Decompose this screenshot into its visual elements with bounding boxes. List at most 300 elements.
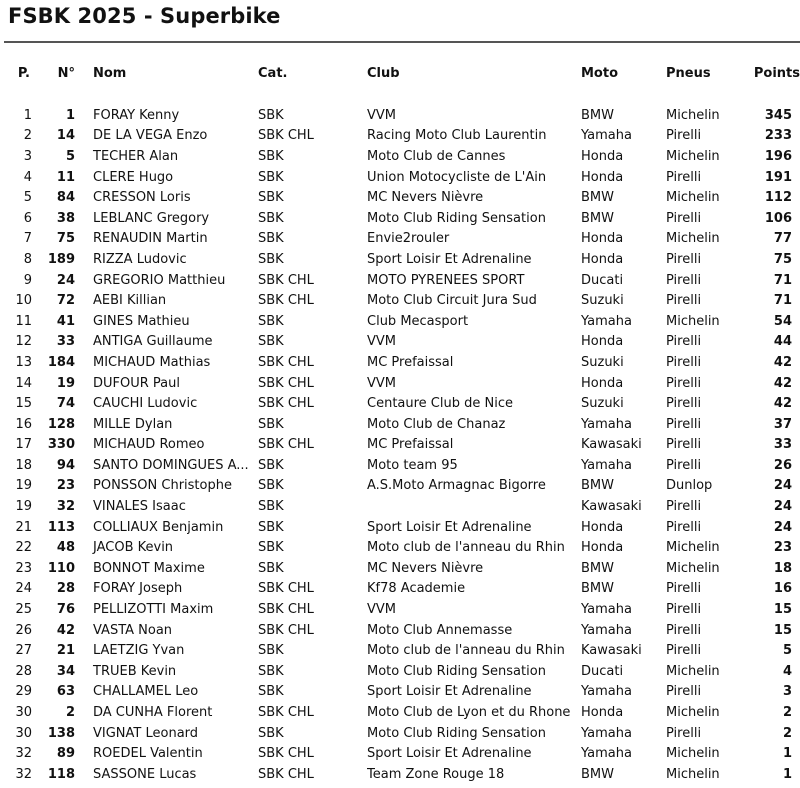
position-cell: 7 [23,231,32,247]
rider-name-cell: CAUCHI Ludovic [93,396,198,412]
tyres-cell: Pirelli [666,334,702,350]
moto-cell: Yamaha [581,602,632,618]
moto-cell: Honda [581,705,624,721]
table-row[interactable] [0,599,800,620]
club-cell: Moto team 95 [367,457,458,473]
number-cell: 21 [56,643,75,659]
club-cell: A.S.Moto Armagnac Bigorre [367,478,546,494]
table-row[interactable] [0,229,800,250]
number-cell: 113 [47,519,75,535]
category-cell: SBK [258,251,284,267]
category-cell: SBK [258,684,284,700]
number-cell: 38 [56,210,75,226]
position-cell: 9 [23,272,32,288]
number-cell: 34 [56,663,75,679]
club-cell: Envie2rouler [367,231,450,247]
col-header-club[interactable]: Club [367,65,400,81]
table-row[interactable] [0,393,800,414]
table-row[interactable] [0,270,800,291]
points-cell: 4 [782,663,792,679]
moto-cell: Kawasaki [581,437,642,453]
tyres-cell: Michelin [666,746,720,762]
points-cell: 42 [773,396,792,412]
club-cell: Moto Club Riding Sensation [367,663,546,679]
points-cell: 233 [764,128,792,144]
points-cell: 71 [773,272,792,288]
category-cell: SBK CHL [258,705,314,721]
points-cell: 15 [773,602,792,618]
table-row[interactable] [0,414,800,435]
rider-name-cell: ANTIGA Guillaume [93,334,213,350]
number-cell: 23 [56,478,75,494]
points-cell: 3 [782,684,792,700]
moto-cell: Honda [581,148,624,164]
category-cell: SBK CHL [258,581,314,597]
category-cell: SBK CHL [258,354,314,370]
club-cell: Union Motocycliste de L'Ain [367,169,547,185]
points-cell: 196 [764,148,792,164]
rider-name-cell: RIZZA Ludovic [93,251,187,267]
number-cell: 41 [56,313,75,329]
number-cell: 94 [56,457,75,473]
club-cell: Sport Loisir Et Adrenaline [367,519,532,535]
category-cell: SBK [258,540,284,556]
tyres-cell: Michelin [666,560,720,576]
tyres-cell: Pirelli [666,354,702,370]
position-cell: 12 [15,334,32,350]
rider-name-cell: MILLE Dylan [93,416,173,432]
moto-cell: Yamaha [581,457,632,473]
tyres-cell: Michelin [666,190,720,206]
points-cell: 2 [782,725,792,741]
club-cell: Kf78 Academie [367,581,466,597]
number-cell: 110 [47,560,75,576]
tyres-cell: Pirelli [666,684,702,700]
rider-name-cell: MICHAUD Mathias [93,354,211,370]
table-row[interactable] [0,146,800,167]
tyres-cell: Michelin [666,148,720,164]
points-cell: 16 [773,581,792,597]
points-cell: 54 [773,313,792,329]
category-cell: SBK CHL [258,293,314,309]
number-cell: 28 [56,581,75,597]
rider-name-cell: FORAY Joseph [93,581,183,597]
number-cell: 89 [56,746,75,762]
club-cell: Moto Club de Cannes [367,148,506,164]
tyres-cell: Michelin [666,107,720,123]
rider-name-cell: GINES Mathieu [93,313,190,329]
col-header-name[interactable]: Nom [93,65,127,81]
table-row[interactable] [0,640,800,661]
club-cell: Moto Club Annemasse [367,622,513,638]
category-cell: SBK CHL [258,375,314,391]
table-row[interactable] [0,702,800,723]
points-cell: 33 [773,437,792,453]
table-row[interactable] [0,476,800,497]
category-cell: SBK [258,107,284,123]
number-cell: 84 [56,190,75,206]
moto-cell: Ducati [581,272,624,288]
club-cell: Sport Loisir Et Adrenaline [367,251,532,267]
table-row[interactable] [0,496,800,517]
table-row[interactable] [0,187,800,208]
club-cell: Moto Club Riding Sensation [367,725,546,741]
category-cell: SBK [258,190,284,206]
category-cell: SBK [258,499,284,515]
moto-cell: Honda [581,540,624,556]
club-cell: Moto Club Riding Sensation [367,210,546,226]
moto-cell: Suzuki [581,354,624,370]
club-cell: Team Zone Rouge 18 [367,766,505,782]
tyres-cell: Michelin [666,540,720,556]
points-cell: 15 [773,622,792,638]
tyres-cell: Pirelli [666,293,702,309]
number-cell: 72 [56,293,75,309]
moto-cell: Yamaha [581,416,632,432]
points-cell: 24 [773,478,792,494]
category-cell: SBK [258,519,284,535]
position-cell: 6 [23,210,32,226]
position-cell: 17 [15,437,32,453]
col-header-moto[interactable]: Moto [581,65,619,81]
position-cell: 15 [15,396,32,412]
club-cell: VVM [367,375,397,391]
moto-cell: Honda [581,375,624,391]
number-cell: 48 [56,540,75,556]
category-cell: SBK [258,643,284,659]
number-cell: 5 [65,148,75,164]
number-cell: 76 [56,602,75,618]
club-cell: MC Nevers Nièvre [367,560,484,576]
rider-name-cell: FORAY Kenny [93,107,180,123]
moto-cell: Kawasaki [581,643,642,659]
club-cell: VVM [367,602,397,618]
tyres-cell: Michelin [666,313,720,329]
position-cell: 18 [15,457,32,473]
col-header-number[interactable]: N° [57,65,75,81]
position-cell: 28 [15,663,32,679]
rider-name-cell: RENAUDIN Martin [93,231,208,247]
position-cell: 29 [15,684,32,700]
number-cell: 75 [56,231,75,247]
club-cell: MC Prefaissal [367,354,454,370]
moto-cell: Yamaha [581,313,632,329]
rider-name-cell: VINALES Isaac [93,499,186,515]
position-cell: 4 [23,169,32,185]
title-divider [4,41,800,43]
tyres-cell: Pirelli [666,375,702,391]
tyres-cell: Pirelli [666,725,702,741]
category-cell: SBK CHL [258,396,314,412]
club-cell: Moto Club Circuit Jura Sud [367,293,537,309]
category-cell: SBK [258,334,284,350]
rider-name-cell: DA CUNHA Florent [93,705,213,721]
table-row[interactable] [0,126,800,147]
position-cell: 11 [15,313,32,329]
tyres-cell: Pirelli [666,210,702,226]
club-cell: Racing Moto Club Laurentin [367,128,547,144]
category-cell: SBK [258,231,284,247]
moto-cell: Honda [581,169,624,185]
points-cell: 44 [773,334,792,350]
club-cell: VVM [367,107,397,123]
club-cell: Moto Club de Lyon et du Rhone [367,705,571,721]
points-cell: 42 [773,354,792,370]
points-cell: 1 [782,766,792,782]
category-cell: SBK [258,169,284,185]
tyres-cell: Pirelli [666,169,702,185]
club-cell: Moto club de l'anneau du Rhin [367,540,565,556]
category-cell: SBK CHL [258,602,314,618]
table-row[interactable] [0,290,800,311]
tyres-cell: Michelin [666,766,720,782]
points-cell: 75 [773,251,792,267]
category-cell: SBK CHL [258,766,314,782]
tyres-cell: Pirelli [666,499,702,515]
position-cell: 19 [15,499,32,515]
rider-name-cell: GREGORIO Matthieu [93,272,226,288]
table-row[interactable] [0,208,800,229]
moto-cell: BMW [581,560,614,576]
position-cell: 24 [15,581,32,597]
points-cell: 37 [773,416,792,432]
club-cell: Moto Club de Chanaz [367,416,506,432]
points-cell: 5 [782,643,792,659]
col-header-category[interactable]: Cat. [258,65,288,81]
tyres-cell: Pirelli [666,272,702,288]
category-cell: SBK [258,663,284,679]
rider-name-cell: BONNOT Maxime [93,560,205,576]
table-row[interactable] [0,558,800,579]
rider-name-cell: DUFOUR Paul [93,375,180,391]
header-spacer [0,85,800,105]
moto-cell: Suzuki [581,396,624,412]
position-cell: 32 [15,766,32,782]
position-cell: 21 [15,519,32,535]
number-cell: 184 [47,354,75,370]
table-row[interactable] [0,311,800,332]
number-cell: 128 [47,416,75,432]
club-cell [367,496,581,517]
table-row[interactable] [0,579,800,600]
moto-cell: Yamaha [581,725,632,741]
moto-cell: BMW [581,581,614,597]
moto-cell: Honda [581,251,624,267]
rider-name-cell: TECHER Alan [93,148,179,164]
tyres-cell: Pirelli [666,643,702,659]
table-row[interactable] [0,682,800,703]
tyres-cell: Pirelli [666,602,702,618]
moto-cell: Honda [581,334,624,350]
moto-cell: Ducati [581,663,624,679]
moto-cell: BMW [581,478,614,494]
rider-name-cell: MICHAUD Romeo [93,437,205,453]
category-cell: SBK CHL [258,128,314,144]
points-cell: 23 [773,540,792,556]
number-cell: 42 [56,622,75,638]
number-cell: 138 [47,725,75,741]
table-row[interactable] [0,105,800,126]
position-cell: 5 [23,190,32,206]
moto-cell: Kawasaki [581,499,642,515]
rider-name-cell: CLERE Hugo [93,169,174,185]
category-cell: SBK [258,148,284,164]
number-cell: 19 [56,375,75,391]
rider-name-cell: VIGNAT Leonard [93,725,199,741]
position-cell: 26 [15,622,32,638]
number-cell: 32 [56,499,75,515]
points-cell: 77 [773,231,792,247]
tyres-cell: Pirelli [666,437,702,453]
number-cell: 14 [56,128,75,144]
moto-cell: Suzuki [581,293,624,309]
rider-name-cell: SASSONE Lucas [93,766,197,782]
number-cell: 11 [56,169,75,185]
points-cell: 42 [773,375,792,391]
moto-cell: BMW [581,190,614,206]
position-cell: 8 [23,251,32,267]
points-cell: 24 [773,499,792,515]
table-row[interactable] [0,743,800,764]
rider-name-cell: DE LA VEGA Enzo [93,128,208,144]
rider-name-cell: COLLIAUX Benjamin [93,519,224,535]
tyres-cell: Pirelli [666,251,702,267]
category-cell: SBK [258,725,284,741]
tyres-cell: Pirelli [666,519,702,535]
table-row[interactable] [0,332,800,353]
number-cell: 74 [56,396,75,412]
rider-name-cell: PELLIZOTTI Maxim [93,602,214,618]
points-cell: 18 [773,560,792,576]
category-cell: SBK [258,416,284,432]
position-cell: 14 [15,375,32,391]
club-cell: MC Nevers Nièvre [367,190,484,206]
category-cell: SBK [258,560,284,576]
table-row[interactable] [0,723,800,744]
table-row[interactable] [0,620,800,641]
club-cell: Centaure Club de Nice [367,396,513,412]
position-cell: 2 [23,128,32,144]
points-cell: 24 [773,519,792,535]
category-cell: SBK CHL [258,437,314,453]
tyres-cell: Pirelli [666,416,702,432]
position-cell: 10 [15,293,32,309]
category-cell: SBK CHL [258,272,314,288]
tyres-cell: Pirelli [666,457,702,473]
points-cell: 106 [764,210,792,226]
moto-cell: BMW [581,210,614,226]
rider-name-cell: ROEDEL Valentin [93,746,203,762]
number-cell: 118 [47,766,75,782]
tyres-cell: Dunlop [666,478,713,494]
club-cell: MOTO PYRENEES SPORT [367,272,525,288]
moto-cell: Yamaha [581,622,632,638]
club-cell: Sport Loisir Et Adrenaline [367,684,532,700]
club-cell: Sport Loisir Et Adrenaline [367,746,532,762]
col-header-points[interactable]: Points [753,65,800,81]
moto-cell: Yamaha [581,684,632,700]
moto-cell: Yamaha [581,128,632,144]
points-cell: 1 [782,746,792,762]
position-cell: 3 [23,148,32,164]
category-cell: SBK [258,313,284,329]
header-row [0,61,800,85]
position-cell: 16 [15,416,32,432]
table-row[interactable] [0,167,800,188]
category-cell: SBK CHL [258,622,314,638]
rider-name-cell: SANTO DOMINGUES A... [93,457,249,473]
table-row[interactable] [0,661,800,682]
tyres-cell: Michelin [666,663,720,679]
rider-name-cell: PONSSON Christophe [93,478,232,494]
tyres-cell: Pirelli [666,396,702,412]
club-cell: MC Prefaissal [367,437,454,453]
position-cell: 13 [15,354,32,370]
page-title: FSBK 2025 - Superbike [8,4,281,28]
number-cell: 63 [56,684,75,700]
table-row[interactable] [0,249,800,270]
tyres-cell: Michelin [666,231,720,247]
position-cell: 23 [15,560,32,576]
table-row[interactable] [0,537,800,558]
tyres-cell: Pirelli [666,622,702,638]
table-row[interactable] [0,455,800,476]
table-row[interactable] [0,352,800,373]
table-row[interactable] [0,435,800,456]
table-row[interactable] [0,373,800,394]
moto-cell: Honda [581,519,624,535]
col-header-position[interactable]: P. [17,65,30,81]
number-cell: 1 [65,107,75,123]
position-cell: 30 [15,705,32,721]
position-cell: 30 [15,725,32,741]
category-cell: SBK CHL [258,746,314,762]
tyres-cell: Pirelli [666,581,702,597]
points-cell: 71 [773,293,792,309]
club-cell: Moto club de l'anneau du Rhin [367,643,565,659]
col-header-tyres[interactable]: Pneus [666,65,711,81]
moto-cell: Yamaha [581,746,632,762]
rider-name-cell: TRUEB Kevin [93,663,177,679]
number-cell: 189 [47,251,75,267]
number-cell: 330 [47,437,75,453]
moto-cell: BMW [581,766,614,782]
moto-cell: Honda [581,231,624,247]
points-cell: 112 [764,190,792,206]
number-cell: 24 [56,272,75,288]
category-cell: SBK [258,478,284,494]
table-row[interactable] [0,764,800,785]
table-row[interactable] [0,517,800,538]
rider-name-cell: CRESSON Loris [93,190,191,206]
rider-name-cell: LEBLANC Gregory [93,210,210,226]
position-cell: 22 [15,540,32,556]
points-cell: 2 [782,705,792,721]
position-cell: 32 [15,746,32,762]
tyres-cell: Pirelli [666,128,702,144]
club-cell: Club Mecasport [367,313,469,329]
points-cell: 345 [764,107,792,123]
position-cell: 27 [15,643,32,659]
category-cell: SBK [258,210,284,226]
rider-name-cell: AEBI Killian [93,293,167,309]
points-cell: 26 [773,457,792,473]
position-cell: 1 [23,107,32,123]
rider-name-cell: JACOB Kevin [93,540,174,556]
points-cell: 191 [764,169,792,185]
moto-cell: BMW [581,107,614,123]
rider-name-cell: LAETZIG Yvan [93,643,185,659]
